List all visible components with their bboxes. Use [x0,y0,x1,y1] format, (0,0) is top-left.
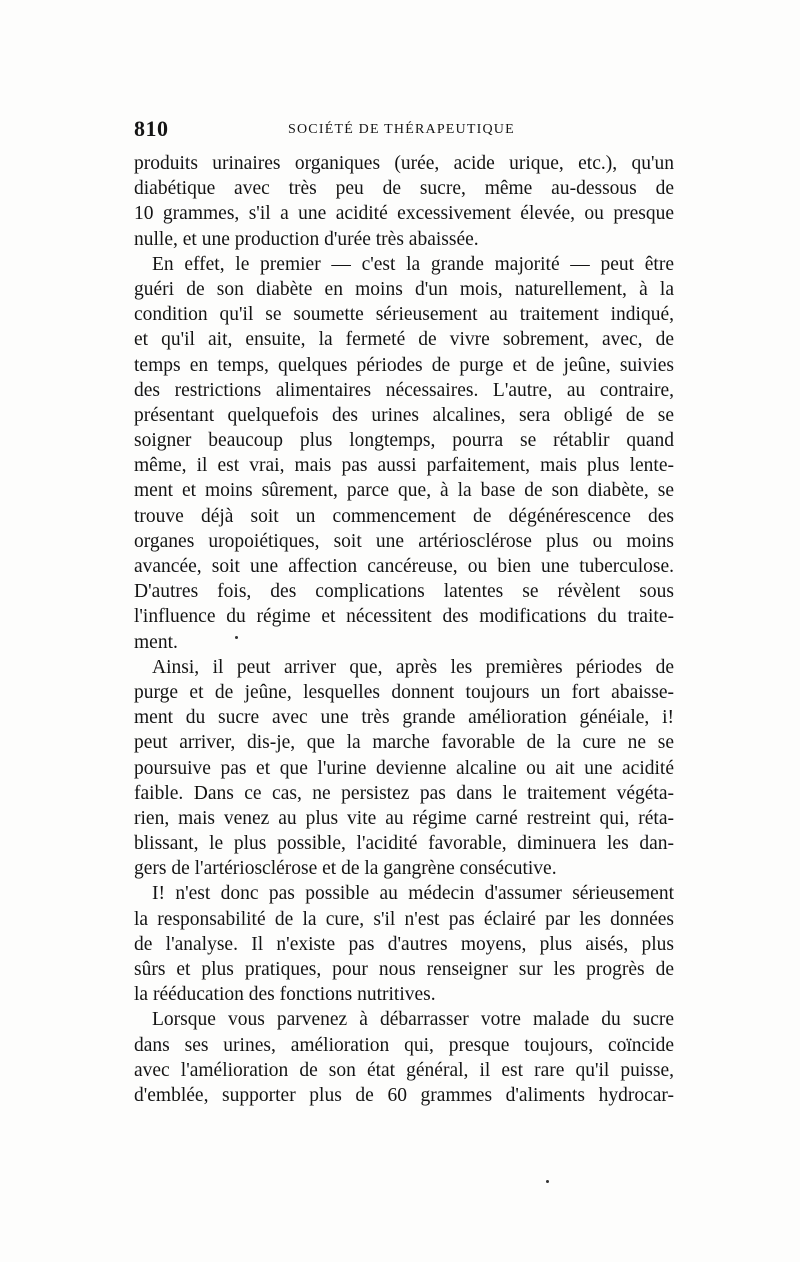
text-line: ment. [134,631,178,653]
text-line: la responsabilité de la cure, s'il n'est pas éclairé par les données [134,908,674,930]
text-line: même, il est vrai, mais pas aussi parfaitement, mais plus lente- [134,455,674,477]
text-line: peut arriver, dis-je, que la marche favorable de la cure ne se [134,732,674,754]
text-line: purge et de jeûne, lesquelles donnent toujours un fort abaisse- [134,681,674,703]
body-text [134,151,674,1108]
print-speck [546,1180,549,1183]
text-line: nulle, et une production d'urée très abaissée. [134,228,479,250]
paragraph-first-line: I! n'est donc pas possible au médecin d'assumer sérieusement [152,883,674,905]
page-number: 810 [134,116,169,141]
print-speck [235,636,238,639]
text-line: produits urinaires organiques (urée, acide urique, etc.), qu'un [134,153,674,174]
paragraph-first-line: Lorsque vous parvenez à débarrasser votre malade du sucre [152,1009,674,1031]
text-line: l'influence du régime et nécessitent des modifications du traite- [134,606,674,628]
text-line: trouve déjà soit un commencement de dégénérescence des [134,505,674,527]
text-line: ment et moins sûrement, parce que, à la base de son diabète, se [134,480,674,502]
text-line: guéri de son diabète en moins d'un mois, naturellement, à la [134,278,674,300]
text-line: d'emblée, supporter plus de 60 grammes d'aliments hydrocar- [134,1084,674,1106]
text-line: condition qu'il se soumette sérieusement au traitement indiqué, [134,304,674,326]
text-line: et qu'il ait, ensuite, la fermeté de vivre sobrement, avec, de [134,329,674,351]
text-line: avancée, soit une affection cancéreuse, ou bien une tuberculose. [134,556,674,577]
text-line: ment du sucre avec une très grande amélioration généiale, i! [134,707,674,729]
text-line: diabétique avec très peu de sucre, même au-dessous de [134,178,674,200]
paragraph-first-line: Ainsi, il peut arriver que, après les premières périodes de [152,656,674,678]
text-line: la rééducation des fonctions nutritives. [134,984,436,1006]
text-line: sûrs et plus pratiques, pour nous renseigner sur les progrès de [134,959,674,980]
text-line: des restrictions alimentaires nécessaires. L'autre, au contraire, [134,379,674,401]
text-line: dans ses urines, amélioration qui, presque toujours, coïncide [134,1034,674,1056]
text-line: temps en temps, quelques périodes de purge et de jeûne, suivies [134,354,674,376]
text-line: avec l'amélioration de son état général, il est rare qu'il puisse, [134,1059,674,1081]
text-line: faible. Dans ce cas, ne persistez pas dans le traitement végéta- [134,782,674,804]
text-line: D'autres fois, des complications latentes se révèlent sous [134,581,674,603]
text-line: soigner beaucoup plus longtemps, pourra se rétablir quand [134,430,674,452]
text-line: organes uropoiétiques, soit une artériosclérose plus ou moins [134,530,674,552]
text-line: poursuive pas et que l'urine devienne alcaline ou ait une acidité [134,757,674,779]
text-line: 10 grammes, s'il a une acidité excessivement élevée, ou presque [134,203,674,225]
running-head: SOCIÉTÉ DE THÉRAPEUTIQUE [288,122,515,137]
paragraph-first-line: En effet, le premier — c'est la grande majorité — peut être [152,253,674,275]
text-line: gers de l'artériosclérose et de la gangrène consécutive. [134,858,557,880]
text-line: présentant quelquefois des urines alcalines, sera obligé de se [134,404,674,426]
text-line: rien, mais venez au plus vite au régime carné restreint qui, réta- [134,807,674,829]
page-header [134,116,674,146]
text-line: de l'analyse. Il n'existe pas d'autres moyens, plus aisés, plus [134,933,674,955]
text-line: blissant, le plus possible, l'acidité favorable, diminuera les dan- [134,833,674,855]
